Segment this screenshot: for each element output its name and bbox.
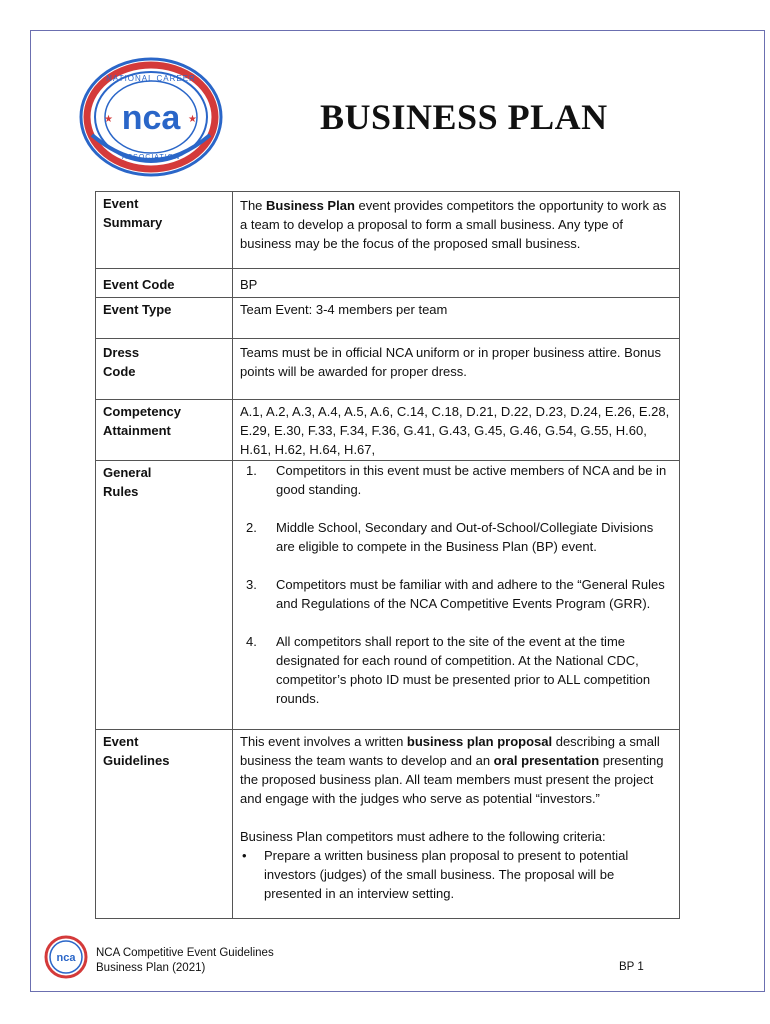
rule-item: 3. Competitors must be familiar with and adhere to the “General Rules and Regulations of the NCA Competitive Events Program (GRR). [246,577,665,611]
row-dress-code [96,339,680,400]
row-general-rules [96,461,680,730]
label-dress-code: Dress Code [96,339,233,400]
row-competency [96,400,680,461]
svg-text:★: ★ [104,114,113,125]
nca-logo [76,55,226,180]
label-event-summary: Event Summary [96,192,233,269]
criteria-item: • Prepare a written business plan proposal to present to potential investors (judges) of the small business. The proposal will be presented in an interview setting. [242,848,629,901]
footer-line-1: NCA Competitive Event Guidelines [96,947,274,959]
footer-text [96,946,274,976]
row-event-code [96,269,680,298]
event-table [95,191,680,919]
rules-list [240,461,673,708]
guidelines-paragraph: This event involves a written business plan proposal describing a small business the team wants to develop and an oral presentation presenting the proposed business plan. All team members must present the project and engage with the judges who serve as potential “investors.” [240,734,664,806]
footer-nca-logo [44,935,88,979]
logo-ring-top: NATIONAL CAREER [106,74,196,83]
event-type-value: Team Event: 3-4 members per team [233,298,680,339]
document-title: BUSINESS PLAN [320,97,608,137]
general-rules-list [233,461,680,730]
rule-item: 4. All competitors shall report to the site of the event at the time designated for each round of competition. At the National CDC, competitor’s photo ID must be presented prior to ALL competition rounds. [246,634,651,706]
footer-logo-text: nca [56,952,76,964]
competency-value: A.1, A.2, A.3, A.4, A.5, A.6, C.14, C.18, D.21, D.22, D.23, D.24, E.26, E.28, E.29, E.30, F.33, F.34, F.36, G.41, G.43, G.45, G.46, G.54, G.55, H.60, H.61, H.62, H.64, H.67, [233,400,680,461]
page-number: BP 1 [619,961,644,973]
row-event-summary [96,192,680,269]
label-event-type: Event Type [96,298,233,339]
row-event-type [96,298,680,339]
event-summary-text: The Business Plan event provides competitors the opportunity to work as a team to develop a proposal to form a small business. Any type of business may be the focus of the proposed small business. [233,192,680,269]
row-event-guidelines [96,730,680,919]
criteria-intro: Business Plan competitors must adhere to the following criteria: [240,829,606,844]
svg-text:★: ★ [188,114,197,125]
label-event-code: Event Code [96,269,233,298]
logo-text: nca [121,99,181,137]
event-code-value: BP [233,269,680,298]
label-competency: Competency Attainment [96,400,233,461]
rule-item: 2. Middle School, Secondary and Out-of-School/Collegiate Divisions are eligible to compete in the Business Plan (BP) event. [246,520,654,554]
footer-line-2: Business Plan (2021) [96,962,206,974]
event-guidelines-text [233,730,680,919]
criteria-list [240,846,673,903]
label-event-guidelines: Event Guidelines [96,730,233,919]
dress-code-value: Teams must be in official NCA uniform or in proper business attire. Bonus points will be awarded for proper dress. [233,339,680,400]
rule-item: 1. Competitors in this event must be active members of NCA and be in good standing. [246,463,667,497]
label-general-rules: General Rules [96,461,233,730]
logo-ring-bottom: ASSOCIATION [121,154,181,161]
